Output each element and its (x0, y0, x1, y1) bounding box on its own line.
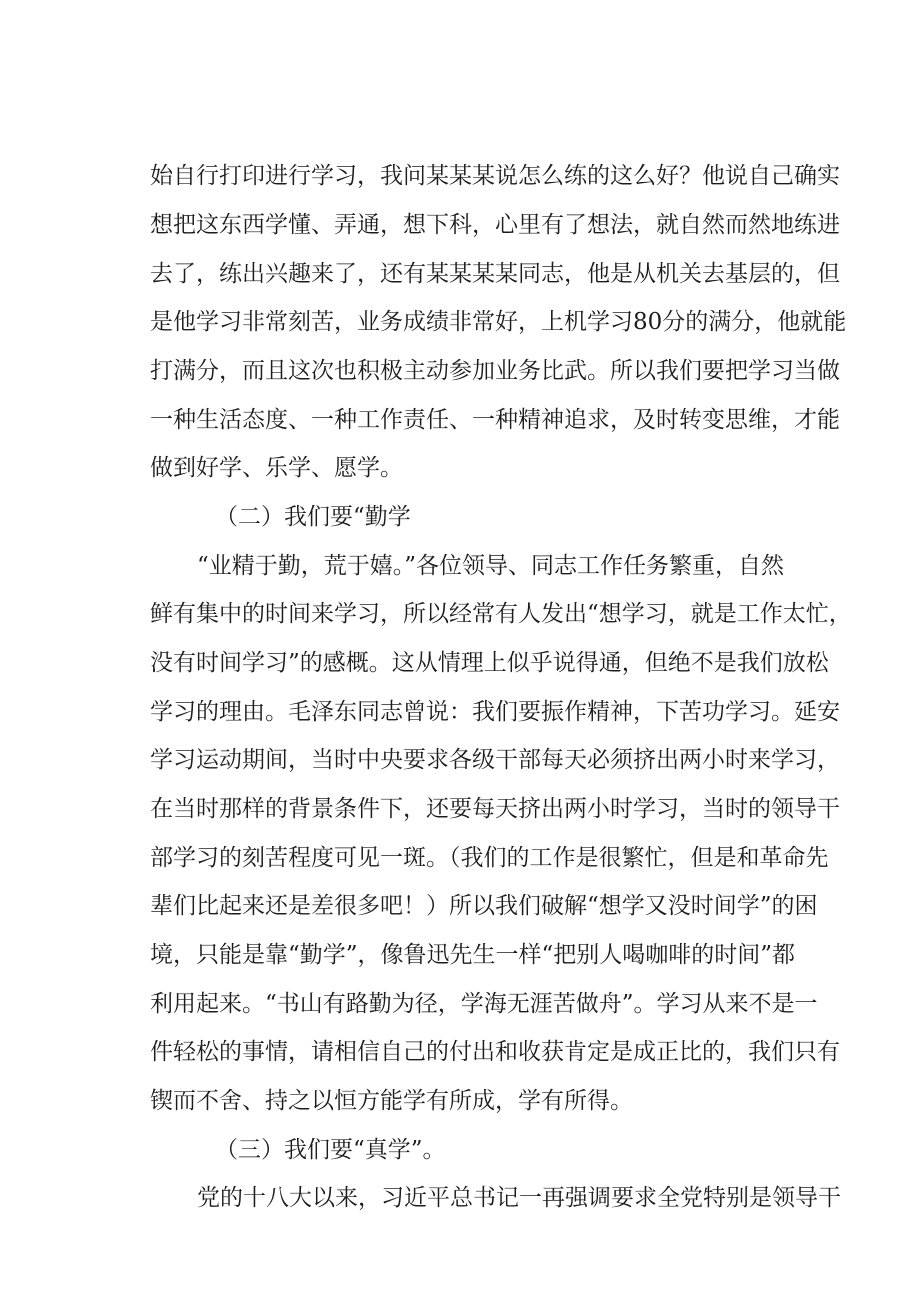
paragraph-line: 想把这东西学懂、弄通，想下科，心里有了想法，就自然而然地练进 (150, 212, 840, 238)
paragraph-line: 做到好学、乐学、愿学。 (150, 455, 403, 481)
section-heading: （三）我们要“真学”。 (215, 1137, 446, 1163)
paragraph-line: 始自行打印进行学习，我问某某某说怎么练的这么好？他说自己确实 (150, 163, 840, 189)
paragraph-line: 件轻松的事情，请相信自己的付出和收获肯定是成正比的，我们只有 (150, 1039, 840, 1065)
paragraph-line: 学习的理由。毛泽东同志曾说：我们要振作精神，下苦功学习。延安 (150, 699, 840, 725)
paragraph-line: 没有时间学习”的感概。这从情理上似乎说得通，但绝不是我们放松 (150, 650, 829, 676)
paragraph-line: 是他学习非常刻苦，业务成绩非常好，上机学习80分的满分，他就能 (150, 309, 847, 335)
paragraph-line: 锲而不舍、持之以恒方能学有所成，学有所得。 (150, 1088, 633, 1114)
section-heading: （二）我们要“勤学 (215, 504, 411, 530)
paragraph-line: “业精于勤，荒于嬉。”各位领导、同志工作任务繁重，自然 (197, 553, 785, 579)
paragraph-line: 辈们比起来还是差很多吧！）所以我们破解“想学又没时间学”的困 (150, 893, 818, 919)
paragraph-line: 一种生活态度、一种工作责任、一种精神追求，及时转变思维，才能 (150, 407, 840, 433)
paragraph-line: 鲜有集中的时间来学习，所以经常有人发出“想学习，就是工作太忙， (150, 601, 852, 627)
paragraph-line: 利用起来。“书山有路勤为径，学海无涯苦做舟”。学习从来不是一 (150, 991, 818, 1017)
paragraph-line: 学习运动期间，当时中央要求各级干部每天必须挤出两小时来学习， (150, 747, 840, 773)
paragraph-line: 党的十八大以来，习近平总书记一再强调要求全党特别是领导干 (197, 1185, 841, 1211)
paragraph-line: 打满分，而且这次也积极主动参加业务比武。所以我们要把学习当做 (150, 358, 840, 384)
paragraph-line: 境，只能是靠“勤学”，像鲁迅先生一样“把别人喝咖啡的时间”都 (150, 942, 796, 968)
paragraph-line: 部学习的刻苦程度可见一斑。（我们的工作是很繁忙，但是和革命先 (150, 845, 829, 871)
paragraph-line: 在当时那样的背景条件下，还要每天挤出两小时学习，当时的领导干 (150, 796, 840, 822)
paragraph-line: 去了，练出兴趣来了，还有某某某某同志，他是从机关去基层的，但 (150, 261, 840, 287)
